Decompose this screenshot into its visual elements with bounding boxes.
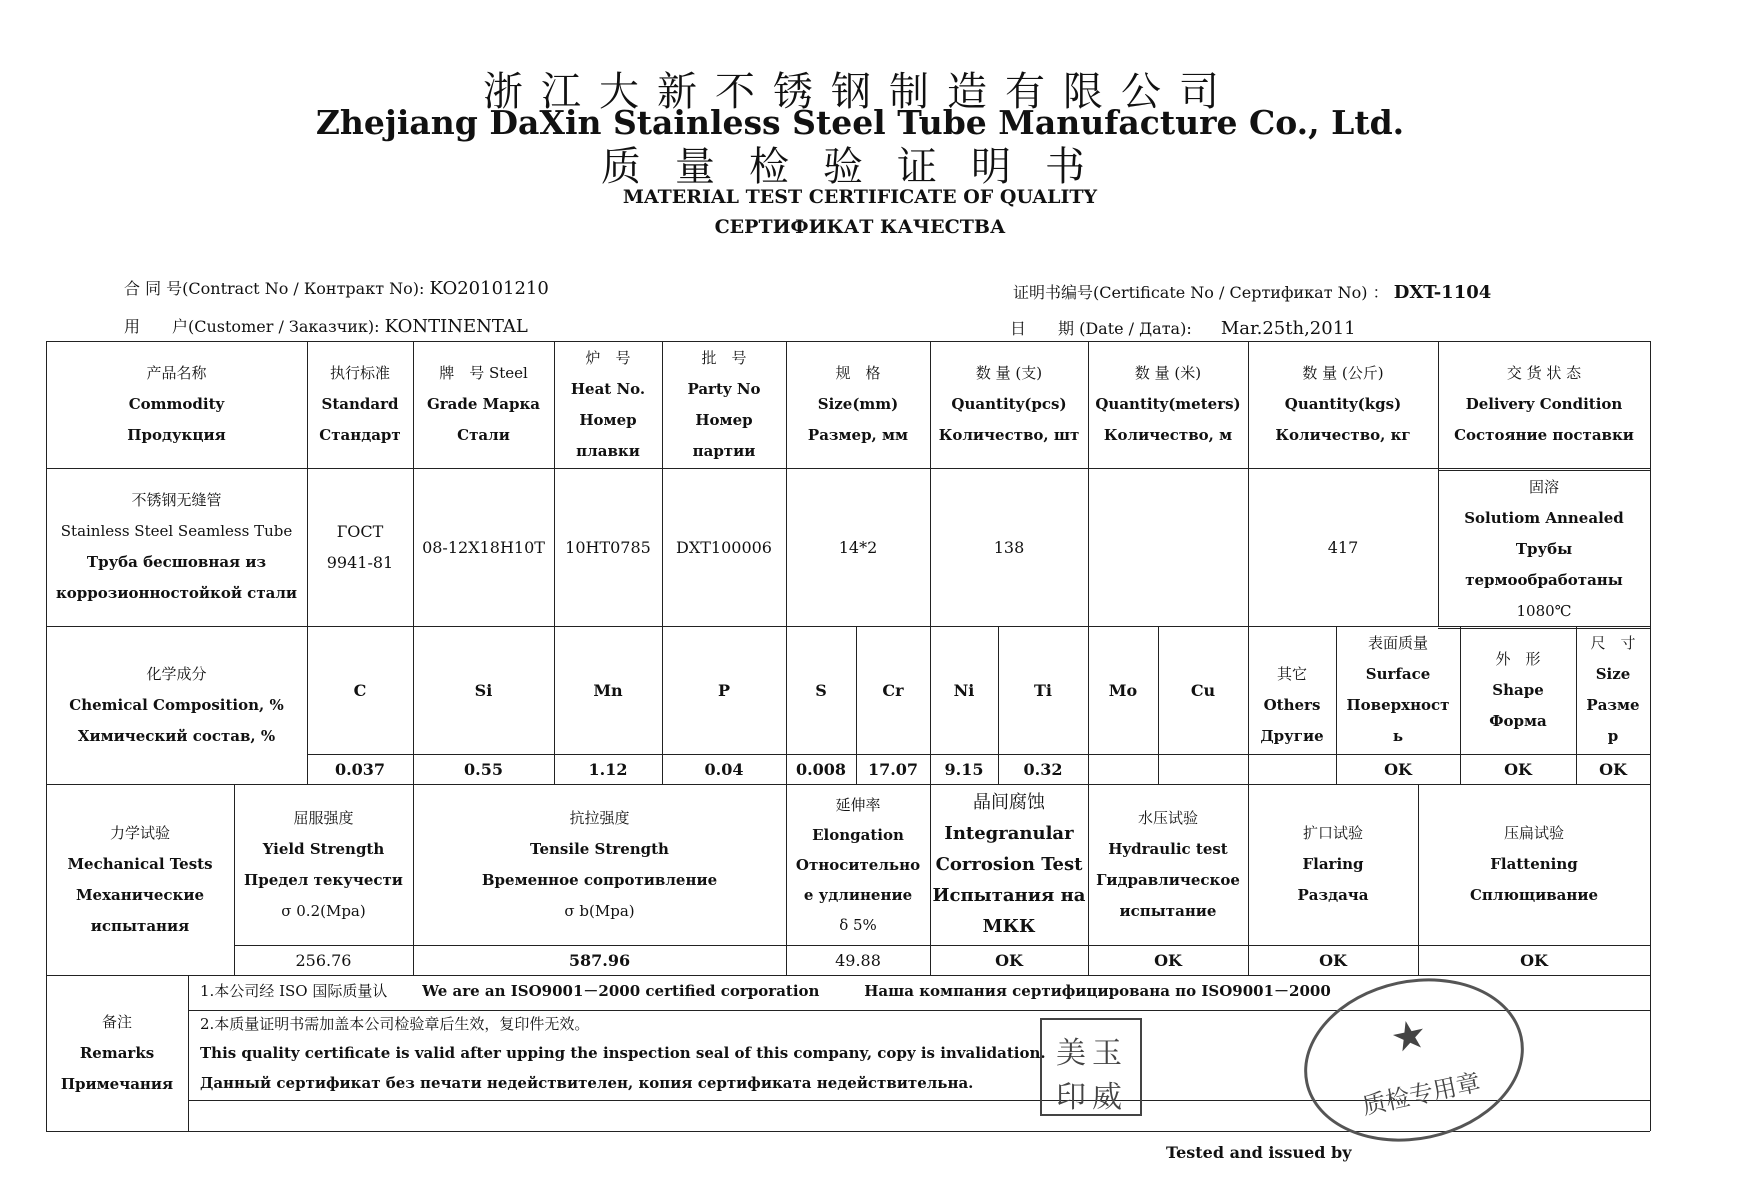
remarks-label (46, 975, 188, 1131)
hydraulic-en: Hydraulic test (1108, 839, 1228, 858)
value-ti: 0.32 (1023, 759, 1063, 779)
surface-value: OK (1384, 759, 1412, 779)
certificate-number-value: DXT-1104 (1393, 282, 1492, 303)
customer-value: KONTINENTAL (384, 316, 528, 337)
product-delivery-cn: 固溶 (1528, 477, 1559, 496)
header-standard-cn: 执行标准 (329, 364, 390, 382)
value-p: 0.04 (704, 759, 744, 779)
inspector-seal-line2: 印威 (1056, 1080, 1128, 1115)
remark-line-1-ru: Наша компания сертифицирована по ISO9001－2000 (864, 982, 1331, 1000)
header-grade (413, 341, 554, 468)
remark-line-1-cn: 1.本公司经 ISO 国际质量认 (200, 982, 388, 1000)
others-label-en: Others (1263, 695, 1321, 714)
header-quantity-meters-ru: Количество, м (1103, 426, 1233, 444)
inspector-seal-line1: 美玉 (1056, 1036, 1128, 1071)
header-quantity-meters-cn: 数 量 (米) (1134, 364, 1202, 382)
size-label-en: Size (1595, 665, 1631, 683)
flattening-value: OK (1520, 950, 1548, 970)
customer-field (124, 314, 528, 337)
yield-strength-en: Yield Strength (262, 839, 385, 858)
surface-label (1336, 626, 1460, 754)
yield-strength-cn: 屈服强度 (293, 808, 354, 827)
hydraulic-ru-1: Гидравлическое (1096, 870, 1240, 889)
flattening-en: Flattening (1490, 855, 1578, 873)
header-grade-en: Grade Марка (426, 395, 541, 413)
header-commodity-ru: Продукция (127, 426, 226, 444)
value-cu (1158, 754, 1248, 784)
header-standard-ru: Стандарт (319, 426, 401, 444)
header-heat-ru-2: плавки (576, 441, 640, 460)
certificate-title-russian: СЕРТИФИКАТ КАЧЕСТВА (714, 216, 1006, 238)
product-delivery-temp: 1080℃ (1516, 601, 1572, 620)
mechanical-label-en: Mechanical Tests (67, 854, 213, 873)
flaring-label (1248, 784, 1418, 945)
element-s: S (815, 680, 827, 700)
element-ti: Ti (1034, 680, 1052, 700)
value-mn: 1.12 (588, 759, 628, 779)
hydraulic-label (1088, 784, 1248, 945)
shape-label (1460, 626, 1576, 754)
product-commodity-ru-2: коррозионностойкой стали (55, 584, 298, 602)
element-c: C (353, 680, 367, 700)
header-delivery (1438, 341, 1650, 468)
yield-strength-ru: Предел текучести (244, 870, 403, 889)
product-party: DXT100006 (676, 537, 772, 557)
contract-label: 合 同 号(Contract No / Контракт No): (124, 279, 425, 298)
product-commodity (46, 468, 307, 626)
value-mo (1088, 754, 1158, 784)
header-standard (307, 341, 413, 468)
header-commodity-cn: 产品名称 (146, 364, 207, 382)
product-commodity-en: Stainless Steel Seamless Tube (60, 522, 293, 540)
remarks-label-ru: Примечания (60, 1074, 174, 1093)
flattening-label (1418, 784, 1650, 945)
header-quantity-pcs-cn: 数 量 (支) (975, 364, 1043, 382)
size-value: OK (1599, 759, 1627, 779)
product-standard-line2: 9941-81 (326, 553, 394, 572)
contract-value: KO20101210 (429, 278, 549, 299)
inspector-seal (1040, 1018, 1142, 1116)
corrosion-cn: 晶间腐蚀 (973, 792, 1045, 813)
corrosion-en-1: Integranular (944, 823, 1074, 844)
header-party-cn: 批 号 (701, 348, 747, 367)
certificate-title-english: MATERIAL TEST CERTIFICATE OF QUALITY (622, 186, 1098, 208)
shape-label-ru: Форма (1489, 711, 1547, 730)
elongation-ru-2: е удлинение (803, 885, 913, 904)
surface-label-ru-1: Поверхност (1346, 696, 1450, 714)
corrosion-value: OK (995, 950, 1023, 970)
header-quantity-pcs (930, 341, 1088, 468)
header-heat-cn: 炉 号 (585, 348, 631, 367)
header-party-en: Party No (687, 379, 761, 398)
header-standard-en: Standard (321, 395, 399, 413)
value-si: 0.55 (464, 759, 503, 779)
header-delivery-cn: 交 货 状 态 (1506, 364, 1582, 382)
date-field (1010, 316, 1356, 339)
header-quantity-pcs-ru: Количество, шт (938, 426, 1080, 444)
element-ni: Ni (953, 680, 975, 700)
contract-field (124, 276, 549, 299)
corrosion-label (930, 784, 1088, 945)
product-delivery-en: Solutiom Annealed (1464, 508, 1624, 527)
header-heat-en: Heat No. (570, 379, 646, 398)
product-heat: 10HT0785 (565, 537, 651, 557)
chemical-label-ru: Химический состав, % (77, 726, 276, 745)
header-size-en: Size(mm) (817, 395, 899, 413)
mechanical-label (46, 784, 234, 975)
header-party-ru-2: партии (692, 441, 756, 460)
value-ni: 9.15 (944, 759, 984, 779)
header-party-ru-1: Номер (695, 410, 753, 429)
flattening-ru: Сплющивание (1469, 886, 1599, 904)
remark-line-4: Данный сертификат без печати недействителен, копия сертификата недействительна. (200, 1074, 974, 1092)
header-quantity-pcs-en: Quantity(pcs) (951, 395, 1067, 413)
tested-issued-by: Tested and issued by (1166, 1143, 1352, 1162)
header-delivery-ru: Состояние поставки (1454, 426, 1634, 444)
header-quantity-kgs-ru: Количество, кг (1275, 426, 1411, 444)
value-s: 0.008 (795, 759, 847, 779)
mechanical-label-ru-2: испытания (90, 916, 190, 935)
header-grade-cn: 牌 号 Steel (439, 364, 528, 382)
shape-label-cn: 外 形 (1495, 649, 1541, 668)
remark-line-2: 2.本质量证明书需加盖本公司检验章后生效，复印件无效。 (200, 1015, 590, 1033)
date-label: 日 期 (Date / Дата): (1010, 319, 1192, 338)
header-commodity-en: Commodity (128, 395, 225, 413)
hydraulic-cn: 水压试验 (1137, 808, 1198, 827)
tensile-strength-label (413, 784, 786, 945)
header-quantity-kgs (1248, 341, 1438, 468)
certificate-title-chinese: 质量检验证明书 (601, 144, 1119, 190)
product-quantity-pcs: 138 (993, 537, 1025, 557)
product-delivery-ru-1: Трубы (1515, 539, 1573, 558)
header-size (786, 341, 930, 468)
elongation-en: Elongation (812, 825, 904, 844)
shape-value: OK (1504, 759, 1532, 779)
customer-label: 用 户(Customer / Заказчик): (124, 317, 380, 336)
tensile-strength-cn: 抗拉强度 (569, 808, 630, 827)
header-heat (554, 341, 662, 468)
product-standard (307, 468, 413, 626)
header-quantity-meters (1088, 341, 1248, 468)
product-standard-line1: ГОСТ (336, 522, 384, 541)
surface-label-en: Surface (1365, 665, 1431, 683)
size-label-ru-1: Разме (1586, 696, 1640, 714)
header-grade-ru: Стали (457, 426, 510, 444)
header-quantity-kgs-cn: 数 量 (公斤) (1302, 364, 1384, 382)
mechanical-label-cn: 力学试验 (109, 823, 170, 842)
header-party (662, 341, 786, 468)
surface-label-ru-2: ь (1392, 727, 1404, 745)
flattening-cn: 压扁试验 (1503, 824, 1564, 842)
value-c: 0.037 (334, 759, 386, 779)
product-quantity-kgs: 417 (1327, 537, 1359, 557)
corrosion-ru-2: МКК (982, 916, 1036, 937)
chemical-label-en: Chemical Composition, % (69, 695, 284, 714)
shape-label-en: Shape (1492, 680, 1544, 699)
chemical-label (46, 626, 307, 784)
elongation-ru-1: Относительно (795, 855, 921, 874)
tensile-strength-unit: σ b(Mpa) (564, 901, 635, 920)
elongation-cn: 延伸率 (835, 795, 881, 814)
hydraulic-ru-2: испытание (1119, 901, 1217, 920)
yield-strength-value: 256.76 (295, 950, 352, 970)
hydraulic-value: OK (1154, 950, 1182, 970)
certificate-number-label: 证明书编号(Certificate No / Сертификат No) ： (1013, 283, 1389, 302)
header-quantity-kgs-en: Quantity(kgs) (1284, 395, 1402, 413)
flaring-ru: Раздача (1297, 886, 1369, 904)
star-icon: ★ (1386, 1010, 1432, 1063)
company-name-english: Zhejiang DaXin Stainless Steel Tube Manufacture Co., Ltd. (315, 103, 1405, 142)
flaring-en: Flaring (1302, 855, 1364, 873)
flaring-cn: 扩口试验 (1302, 824, 1363, 842)
element-mn: Mn (593, 680, 623, 700)
element-cr: Cr (882, 680, 904, 700)
chemical-label-cn: 化学成分 (146, 664, 207, 683)
header-quantity-meters-en: Quantity(meters) (1095, 395, 1241, 413)
flaring-value: OK (1319, 950, 1347, 970)
elongation-label (786, 784, 930, 945)
element-mo: Mo (1108, 680, 1138, 700)
elongation-unit: δ 5% (839, 915, 877, 934)
size-label (1576, 626, 1650, 754)
company-name-chinese: 浙江大新不锈钢制造有限公司 (483, 69, 1237, 115)
product-size: 14*2 (838, 537, 878, 557)
header-heat-ru-1: Номер (579, 410, 637, 429)
product-commodity-cn: 不锈钢无缝管 (131, 491, 222, 509)
value-cr: 17.07 (867, 759, 919, 779)
others-label (1248, 626, 1336, 784)
surface-label-cn: 表面质量 (1367, 634, 1428, 652)
product-delivery (1438, 470, 1650, 628)
certificate-number-field (1013, 280, 1491, 303)
yield-strength-label (234, 784, 413, 945)
header-size-cn: 规 格 (835, 364, 881, 382)
product-commodity-ru-1: Труба бесшовная из (86, 553, 267, 571)
header-size-ru: Размер, мм (807, 426, 909, 444)
remark-line-1-en: We are an ISO9001－2000 certified corporation (422, 982, 820, 1000)
element-si: Si (474, 680, 493, 700)
element-p: P (717, 680, 731, 700)
product-grade: 08-12X18H10T (422, 537, 545, 557)
product-delivery-ru-2: термообработаны (1465, 570, 1623, 589)
remarks-label-cn: 备注 (101, 1012, 132, 1031)
date-value: Mar.25th,2011 (1220, 318, 1356, 339)
product-quantity-meters (1088, 468, 1248, 626)
header-commodity (46, 341, 307, 468)
size-label-ru-2: р (1607, 727, 1619, 745)
corrosion-ru-1: Испытания на (932, 885, 1086, 906)
others-label-ru: Другие (1260, 726, 1324, 745)
tensile-strength-en: Tensile Strength (530, 839, 669, 858)
mechanical-label-ru-1: Механические (75, 885, 205, 904)
element-cu: Cu (1190, 680, 1216, 700)
size-label-cn: 尺 寸 (1590, 634, 1636, 652)
corrosion-en-2: Corrosion Test (935, 854, 1083, 875)
remark-line-1 (200, 980, 1331, 1001)
remarks-label-en: Remarks (79, 1043, 155, 1062)
others-label-cn: 其它 (1276, 664, 1307, 683)
company-quality-seal-text: 质检专用章 (1359, 1068, 1483, 1121)
yield-strength-unit: σ 0.2(Mpa) (281, 901, 366, 920)
elongation-value: 49.88 (835, 950, 881, 970)
header-delivery-en: Delivery Condition (1465, 395, 1623, 413)
tensile-strength-value: 587.96 (568, 950, 631, 970)
remark-line-3: This quality certificate is valid after upping the inspection seal of this company, copy is invalidation. (200, 1044, 1046, 1062)
tensile-strength-ru: Временное сопротивление (481, 870, 718, 889)
